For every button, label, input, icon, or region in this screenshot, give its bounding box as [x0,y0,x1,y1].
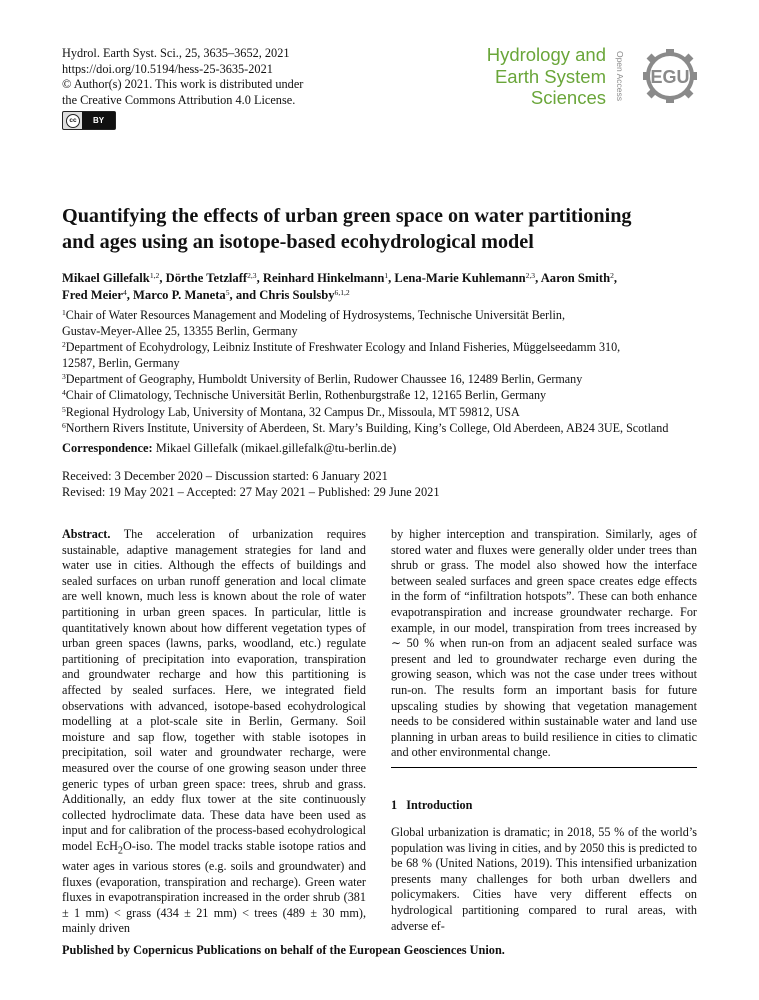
journal-name-line: Hydrology and [486,44,606,65]
author-affil-marker: 5 [225,287,230,297]
author-name: , and Chris Soulsby [229,287,335,302]
journal-name-line: Sciences [530,87,606,108]
journal-name [487,44,606,109]
affiliation-text: Gustav-Meyer-Allee 25, 13355 Berlin, Germany [62,324,298,339]
doi-link[interactable]: https://doi.org/10.5194/hess-25-3635-2021 [62,61,273,76]
egu-logo-icon [630,41,705,111]
author-name: , Aaron Smith [535,271,611,285]
abstract-label: Abstract. [62,527,111,541]
author-affil-marker: 4 [122,287,127,297]
author-name: , Reinhard Hinkelmann [256,271,385,285]
paper-title [62,203,632,255]
copyright: © Author(s) 2021. This work is distributed under [62,77,304,92]
license-text: the Creative Commons Attribution 4.0 License. [62,92,296,107]
introduction-paragraph: Global urbanization is dramatic; in 2018, 55 % of the world’s population was living in cities, and by 2050 this is predicted to be 68 % (United Nations, 2019). This intensified urbanization presents many challenges for both urban dwellers and policymakers. Cities have very different effects on hydrological partitioning compared to rural areas, with adverse ef- [391,825,698,933]
section-title: Introduction [406,798,473,812]
abstract-paragraph [62,527,366,937]
affiliation-list [62,307,668,436]
journal-name-line: Earth System [494,65,606,87]
subscript: 2 [117,845,123,857]
affiliation-number: 6 [62,420,66,430]
author-affil-marker: 2 [610,270,614,280]
publication-dates [62,468,440,500]
correspondence-label: Correspondence: [62,441,153,455]
affiliation-text: Chair of Climatology, Technische Universität Berlin, Rothenburgstraße 12, 12165 Berlin, Germany [65,388,547,403]
title-line: and ages using an isotope-based ecohydrological model [62,231,534,253]
author-list [62,270,617,303]
article-metadata [62,46,303,108]
affiliation-item [62,371,668,387]
affiliation-text: 12587, Berlin, Germany [62,356,180,371]
author-affil-marker: 1 [384,270,389,280]
abstract-paragraph: by higher interception and transpiration. Similarly, ages of stored water and fluxes were generally older under trees than shrub or grass. The model also showed how the interface between sealed surfaces and green space creates edge effects in the form of “infiltration hotspots”. These can both enhance evapotranspiration and increase groundwater recharge. For example, in our model, transpiration from trees increased by ∼ 50 % when run-on from an adjacent sealed surface was present and led to groundwater recharge even during the growing season, which was not the case under trees without run-on. The results form an important basis for future upscaling studies by showing that vegetation management needs to be considered within sustainable water and land use planning in urban areas to build resilience in cities to climatic and other environmental change. [391,527,697,760]
dates-line: Received: 3 December 2020 – Discussion started: 6 January 2021 [62,469,388,483]
affiliation-item [62,307,668,323]
author-line [62,287,617,304]
affiliation-number: 3 [62,372,66,382]
section-heading [391,798,472,813]
by-icon: BY [82,112,115,129]
title-line: Quantifying the effects of urban green space on water partitioning [62,205,632,227]
author-name: , Lena-Marie Kuhlemann [388,271,526,285]
abstract-text: The acceleration of urbanization requires sustainable, adaptive management strategies for land and water use in cities. Although the effects of buildings and sealed surfaces on urban runoff generation and local climate are well known, much less is known about the role of water partitioning in urban green spaces. In particular, little is quantitatively known about how different vegetation types of urban green spaces (lawns, parks, woodland, etc.) regulate partitioning of precipitation into evaporation, transpiration and groundwater recharge and how this partitioning is affected by sealed surfaces. Here, we integrated field observations with advanced, isotope-based ecohydrological modelling at a plot-scale site in Berlin, Germany. Soil moisture and sap flow, together with stable isotopes in precipitation, soil water and groundwater recharge, were measured over the course of one growing season under three generic types of urban green space: trees, shrub and grass. Additionally, an eddy flux tower at the site continuously collected hydroclimate data. These data have been used as input and for calibration of the process-based ecohydrological model EcH [62,527,366,853]
affiliation-number: 2 [62,340,66,349]
correspondence-email[interactable]: Mikael Gillefalk (mikael.gillefalk@tu-berlin.de) [152,441,397,455]
correspondence [62,441,396,456]
author-line: Mikael Gillefalk$^{1,2}$, Dörthe Tetzlaff$^{2,3}$, Reinhard Hinkelmann$^1$, Lena-Marie Kuhlemann$^{2,3}$, Aaron Smith$^2$, [62,270,618,285]
section-divider [391,767,697,768]
affiliation-number: 1 [62,307,66,317]
affiliation-text: Department of Geography, Humboldt University of Berlin, Rudower Chaussee 16, 12489 Berlin, Germany [65,372,583,387]
affiliation-number: 5 [62,404,66,414]
affiliation-number: 4 [62,388,66,398]
affiliation-text: Northern Rivers Institute, University of Aberdeen, St. Mary’s Building, King’s College, Old Aberdeen, AB24 3UE, Scotland [65,420,669,435]
open-access-label [613,46,627,110]
affiliation-text: Chair of Water Resources Management and Modeling of Hydrosystems, Technische Universität Berlin, [65,308,565,322]
affiliation-text: Regional Hydrology Lab, University of Montana, 32 Campus Dr., Missoula, MT 59812, USA [65,404,520,419]
author-affil-marker: 2,3 [247,270,257,280]
affiliation-item [62,387,668,403]
publisher-footer: Published by Copernicus Publications on behalf of the European Geosciences Union. [62,943,505,957]
abstract-column-right [391,527,697,761]
author-name: Fred Meier [62,287,123,302]
open-access-text: Open Access [615,50,625,102]
affiliation-item [62,404,668,420]
dates-line: Revised: 19 May 2021 – Accepted: 27 May 2021 – Published: 29 June 2021 [62,485,440,500]
introduction-text [391,825,697,934]
cc-by-license-badge[interactable] [62,111,116,130]
author-affil-marker: 2,3 [525,270,536,280]
abstract-text: O-iso. The model tracks stable isotope ratios and water ages in various stores (e.g. soils and groundwater) and fluxes (evaporation, transpiration and recharge). Green water fluxes in evapotranspiration increased in the order shrub (381 ± 1 mm) < grass (434 ± 21 mm) < trees (489 ± 30 mm), mainly driven [62,838,367,936]
author-affil-marker: 6,1,2 [334,287,350,297]
author-name: , Marco P. Maneta [126,287,226,302]
section-number: 1 [391,798,398,812]
citation: Hydrol. Earth Syst. Sci., 25, 3635–3652, 2021 [62,46,290,60]
affiliation-item [62,420,668,436]
affiliation-text: Department of Ecohydrology, Leibniz Institute of Freshwater Ecology and Inland Fisheries, Müggelseedamm 310, [65,340,621,355]
author-name: Mikael Gillefalk [62,271,150,285]
abstract-column-left [62,527,366,937]
author-name: , Dörthe Tetzlaff [159,271,248,285]
affiliation-item [62,323,668,339]
cc-icon: cc [66,114,80,128]
author-affil-marker: 1,2 [149,270,160,280]
egu-logo-text: EGU [650,67,690,87]
affiliation-item [62,339,668,355]
affiliation-item [62,355,668,371]
